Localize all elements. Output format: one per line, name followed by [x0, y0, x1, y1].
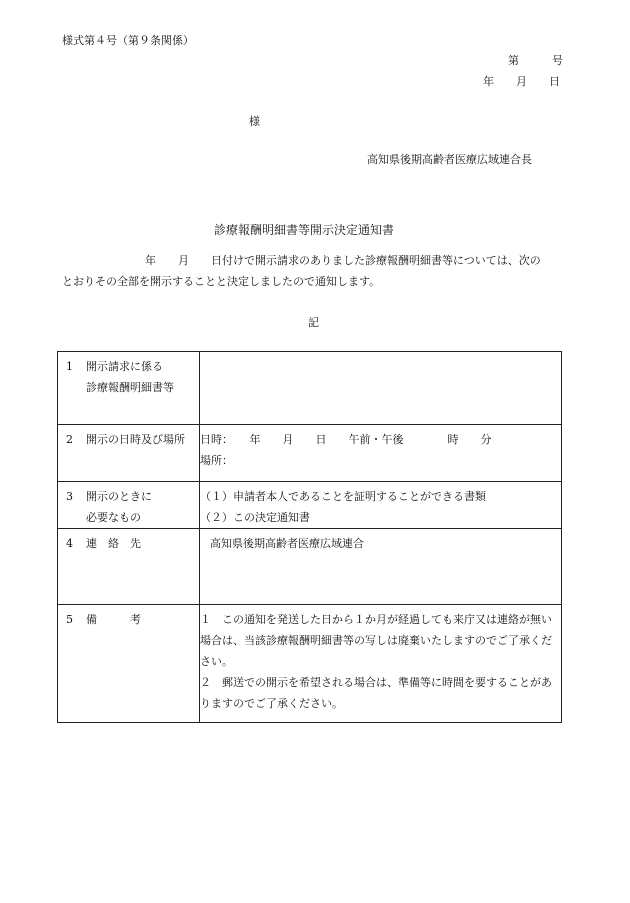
recipient-suffix: 様 [249, 115, 260, 128]
row-label-cell [58, 482, 200, 529]
contact-organization: 高知県後期高齢者医療広域連合 [210, 537, 364, 550]
table-row-request-item [58, 352, 562, 425]
row-number: 4 [66, 537, 73, 550]
row-label: 開示のときに [86, 490, 152, 503]
row-label: 診療報酬明細書等 [86, 381, 174, 394]
row-label: 連 絡 先 [86, 537, 141, 550]
table-row-required-items [58, 482, 562, 529]
disclosure-details-table [57, 351, 562, 723]
row-label-cell [58, 529, 200, 605]
required-item-2: （２）この決定通知書 [200, 511, 310, 524]
remarks-cell [200, 605, 562, 723]
row-number: 3 [66, 490, 73, 503]
datetime-place-cell [200, 425, 562, 482]
required-items-cell [200, 482, 562, 529]
document-date: 年 月 日 [483, 75, 560, 88]
document-number: 第 号 [508, 54, 563, 67]
issuer-name: 高知県後期高齢者医療広域連合長 [367, 153, 532, 166]
remark-2: ２ 郵送での開示を希望される場合は、準備等に時間を要することがありますのでご了承ください。 [200, 676, 552, 710]
row-label-cell [58, 352, 200, 425]
row-number: 1 [66, 360, 73, 373]
ki-heading: 記 [308, 316, 319, 329]
row-number: 2 [66, 433, 73, 446]
row-label-cell [58, 605, 200, 723]
remark-1: １ この通知を発送した日から１か月が経過しても来庁又は連絡が無い場合は、当該診療報酬明細書等の写しは廃棄いたしますのでご了承ください。 [200, 613, 552, 668]
row-label: 開示請求に係る [86, 360, 163, 373]
datetime-line: 日時： 年 月 日 午前・午後 時 分 [200, 433, 492, 446]
row-label: 備 考 [86, 613, 141, 626]
row-label: 開示の日時及び場所 [86, 433, 185, 446]
row-number: 5 [66, 613, 73, 626]
table-row-datetime-place [58, 425, 562, 482]
form-number: 様式第４号（第９条関係） [62, 34, 194, 47]
table-row-contact [58, 529, 562, 605]
row-label: 必要なもの [86, 511, 141, 524]
body-text-line-2: とおりその全部を開示することと決定しましたので通知します。 [62, 275, 381, 288]
place-line: 場所： [200, 454, 233, 467]
request-item-value-cell [200, 352, 562, 425]
table-row-remarks [58, 605, 562, 723]
contact-cell [200, 529, 562, 605]
document-title: 診療報酬明細書等開示決定通知書 [214, 223, 395, 237]
row-label-cell [58, 425, 200, 482]
body-text-line-1: 年 月 日付けで開示請求のありました診療報酬明細書等については、次の [145, 254, 541, 267]
required-item-1: （１）申請者本人であることを証明することができる書類 [200, 490, 486, 503]
